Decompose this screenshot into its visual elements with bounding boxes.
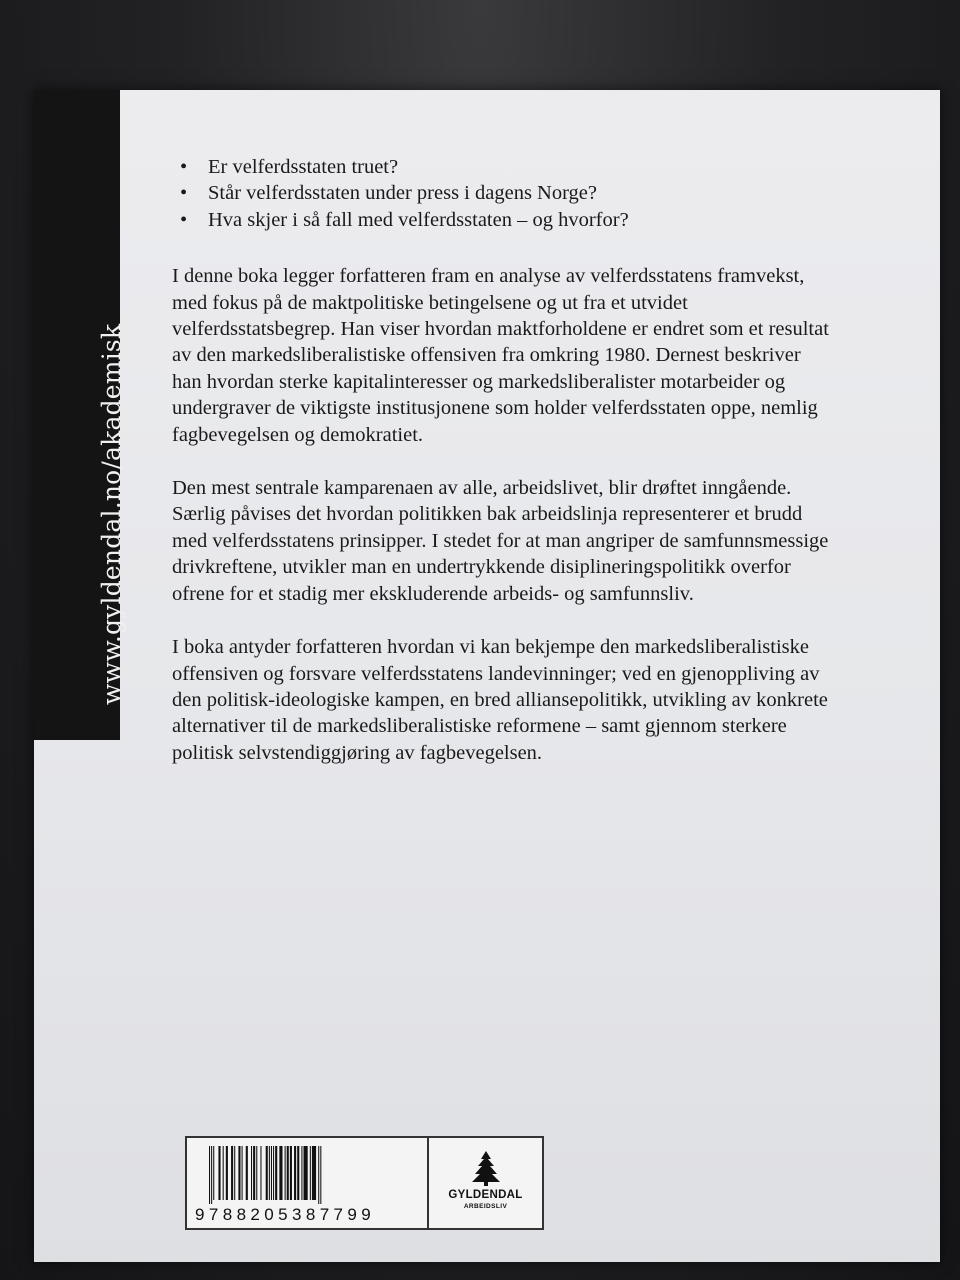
barcode-bar (242, 1146, 243, 1200)
barcode-bar (226, 1146, 228, 1200)
barcode-bar (260, 1146, 261, 1200)
barcode-bar (253, 1146, 255, 1200)
barcode-bar (266, 1146, 268, 1200)
barcode-bar (234, 1146, 235, 1200)
question-item: • Står velferdsstaten under press i dagens Norge? (178, 180, 832, 206)
barcode-bar (231, 1146, 233, 1200)
barcode-bar (209, 1146, 210, 1204)
barcode-bar (318, 1146, 319, 1204)
barcode-bar (304, 1146, 308, 1200)
barcode-bar (290, 1146, 292, 1200)
barcode-bar (238, 1146, 240, 1200)
barcode-bar (294, 1146, 296, 1200)
question-item: • Hva skjer i så fall med velferdsstaten – og hvorfor? (178, 207, 832, 233)
barcode-bar (218, 1146, 220, 1200)
barcode-bar (211, 1146, 212, 1204)
barcode-bar (223, 1146, 224, 1200)
barcode-bar (287, 1146, 289, 1200)
barcode-bar (275, 1146, 277, 1200)
barcode-bar (246, 1146, 248, 1200)
barcode-bar (269, 1146, 270, 1200)
barcode-bar (213, 1146, 214, 1200)
barcode-bar (301, 1146, 302, 1200)
barcode-panel (185, 1136, 544, 1230)
description-paragraph: I denne boka legger forfatteren fram en analyse av velferdsstatens framvekst, med fokus på de maktpolitiske betingelsene og ut fra et utvidet velferdsstatsbegrep. Han viser hvordan maktforholdene er endret som et resultat av den markedsliberalistiske offensiven fra omkring 1980. Dernest beskriver han hvordan sterke kapitalinteresser og markedsliberalister motarbeider og undergraver de viktigste institusjonene som holder velferdsstaten oppe, nemlig fagbevegelsen og demokratiet. (172, 265, 829, 446)
barcode-bar (320, 1146, 321, 1204)
barcode-bar (256, 1146, 257, 1200)
isbn-number: 9788205387799 (195, 1205, 376, 1224)
description-paragraph: Den mest sentrale kamparenaen av alle, arbeidslivet, blir drøftet inngående. Særlig påvises det hvordan politikken bak arbeidslinja representerer et brudd med velferdsstatens prinsipper. I stedet for at man angriper de samfunnsmessige drivkreftene, utvikler man en undertrykkende disiplineringspolitikk overfor ofrene for et stadig mer ekskluderende arbeids- og samfunnsliv. (172, 477, 829, 605)
tree-icon (470, 1150, 502, 1186)
barcode-icon (207, 1146, 425, 1204)
barcode-bar (297, 1146, 299, 1200)
barcode-bar (271, 1146, 272, 1200)
publisher-url: www.gyldendal.no/akademisk (97, 323, 126, 705)
barcode-bar (251, 1146, 252, 1200)
question-item: • Er velferdsstaten truet? (178, 154, 832, 180)
question-list (172, 154, 832, 233)
barcode-bar (310, 1146, 311, 1200)
publisher-name: GYLDENDAL (448, 1189, 523, 1201)
isbn-barcode (195, 1146, 425, 1222)
description-paragraph: I boka antyder forfatteren hvordan vi kan bekjempe den markedsliberalistiske offensiven og forsvare velferdsstatens landevinninger; ved en gjenoppliving av den politisk-ideologiske kampen, en bred alliansepolitikk, utvikling av konkrete alternativer til de markedsliberalistiske reformene – samt gjennom sterkere politisk selvstendiggjøring av fagbevegelsen. (172, 636, 828, 764)
barcode-bar (273, 1146, 274, 1200)
barcode-bar (312, 1146, 316, 1200)
barcode-bar (285, 1146, 286, 1200)
publisher-imprint: ARBEIDSLIV (463, 1203, 508, 1210)
publisher-logo (429, 1138, 542, 1228)
barcode-bar (279, 1146, 282, 1200)
cover-text (172, 154, 832, 793)
